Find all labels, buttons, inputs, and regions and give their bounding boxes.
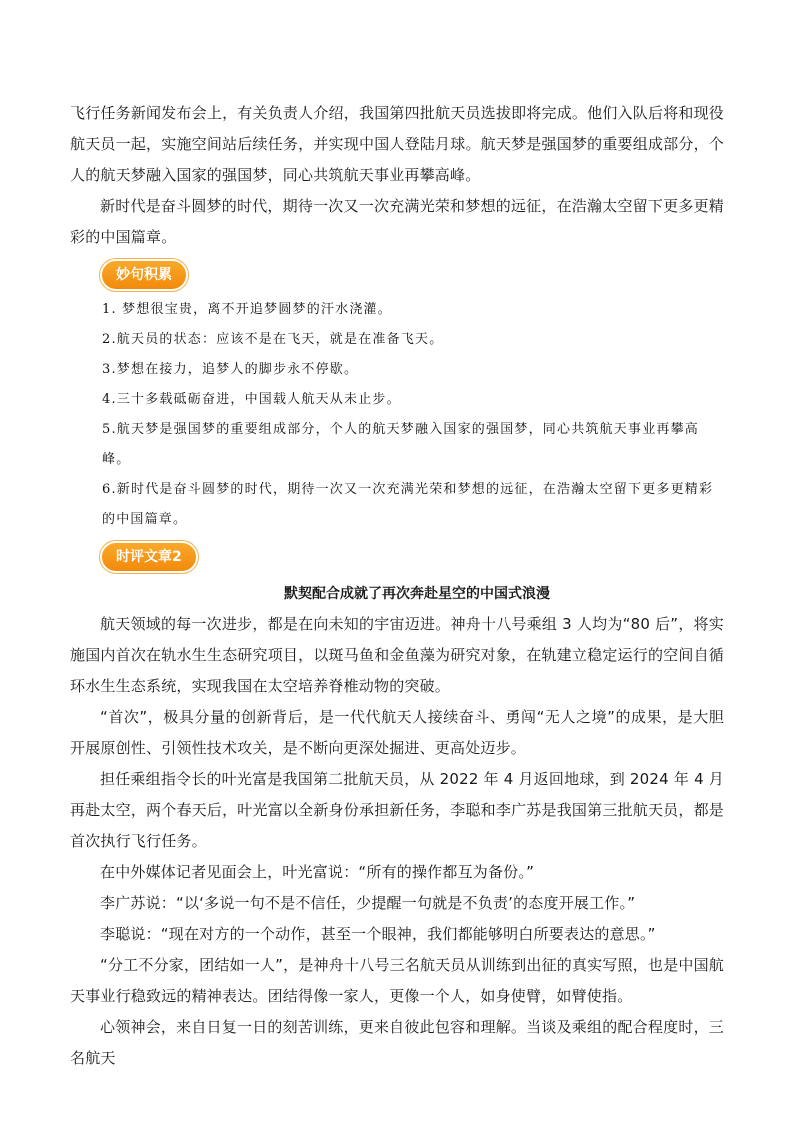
quote-item-4: 4.三十多载砥砺奋进，中国载人航天从未止步。 [102, 392, 401, 407]
article-paragraph-4: 在中外媒体记者见面会上，叶光富说：“所有的操作都互为备份。” [100, 863, 535, 881]
article-paragraph-2: “首次”，极具分量的创新背后，是一代代航天人接续奋斗、勇闯“无人之境”的成果，是大胆开展原创性、引领性技术攻关，是不断向更深处掘进、更高处迈步。 [70, 708, 724, 757]
article-title: 默契配合成就了再次奔赴星空的中国式浪漫 [284, 586, 550, 602]
section-badge-article: 时评文章2 [102, 543, 196, 571]
article-paragraph-7: “分工不分家，团结如一人”，是神舟十八号三名航天员从训练到出征的真实写照，也是中国航天事业行稳致远的精神表达。团结得像一家人，更像一个人，如身使臂，如臂使指。 [70, 956, 724, 1005]
quote-item-2: 2.航天员的状态：应该不是在飞天，就是在准备飞天。 [102, 332, 444, 347]
quote-list [70, 295, 724, 535]
section-badge-sentences: 妙句积累 [102, 261, 186, 289]
intro-paragraph-2: 新时代是奋斗圆梦的时代，期待一次又一次充满光荣和梦想的远征，在浩瀚太空留下更多更精彩的中国篇章。 [70, 197, 724, 246]
document-page [70, 98, 724, 1074]
intro-paragraph-1: 飞行任务新闻发布会上，有关负责人介绍，我国第四批航天员选拔即将完成。他们入队后将和现役航天员一起，实施空间站后续任务，并实现中国人登陆月球。航天梦是强国梦的重要组成部分，个人的航天梦融入国家的强国梦，同心共筑航天事业再攀高峰。 [70, 104, 724, 184]
quote-item-5: 5.航天梦是强国梦的重要组成部分，个人的航天梦融入国家的强国梦，同心共筑航天事业再攀高峰。 [102, 422, 700, 467]
article-paragraph-6: 李聪说：“现在对方的一个动作，甚至一个眼神，我们都能够明白所要表达的意思。” [100, 925, 656, 943]
article-paragraph-5: 李广苏说：“以‘多说一句不是不信任，少提醒一句就是不负责’的态度开展工作。” [100, 894, 636, 912]
quote-item-6: 6.新时代是奋斗圆梦的时代，期待一次又一次充满光荣和梦想的远征，在浩瀚太空留下更多更精彩的中国篇章。 [102, 482, 714, 527]
article-paragraph-1: 航天领域的每一次进步，都是在向未知的宇宙迈进。神舟十八号乘组 3 人均为“80 后”，将实施国内首次在轨水生生态研究项目，以斑马鱼和金鱼藻为研究对象，在轨建立稳定运行的空间自循环水生生态系统，实现我国在太空培养脊椎动物的突破。 [70, 615, 724, 695]
article-paragraph-3: 担任乘组指令长的叶光富是我国第二批航天员，从 2022 年 4 月返回地球，到 2024 年 4 月再赴太空，两个春天后，叶光富以全新身份承担新任务，李聪和李广苏是我国第三批航天员，都是首次执行飞行任务。 [70, 770, 724, 850]
quote-item-1: 1. 梦想很宝贵，离不开追梦圆梦的汗水浇灌。 [102, 302, 392, 317]
article-paragraph-8: 心领神会，来自日复一日的刻苦训练，更来自彼此包容和理解。当谈及乘组的配合程度时，三名航天 [70, 1018, 724, 1067]
quote-item-3: 3.梦想在接力，追梦人的脚步永不停歇。 [102, 362, 359, 377]
